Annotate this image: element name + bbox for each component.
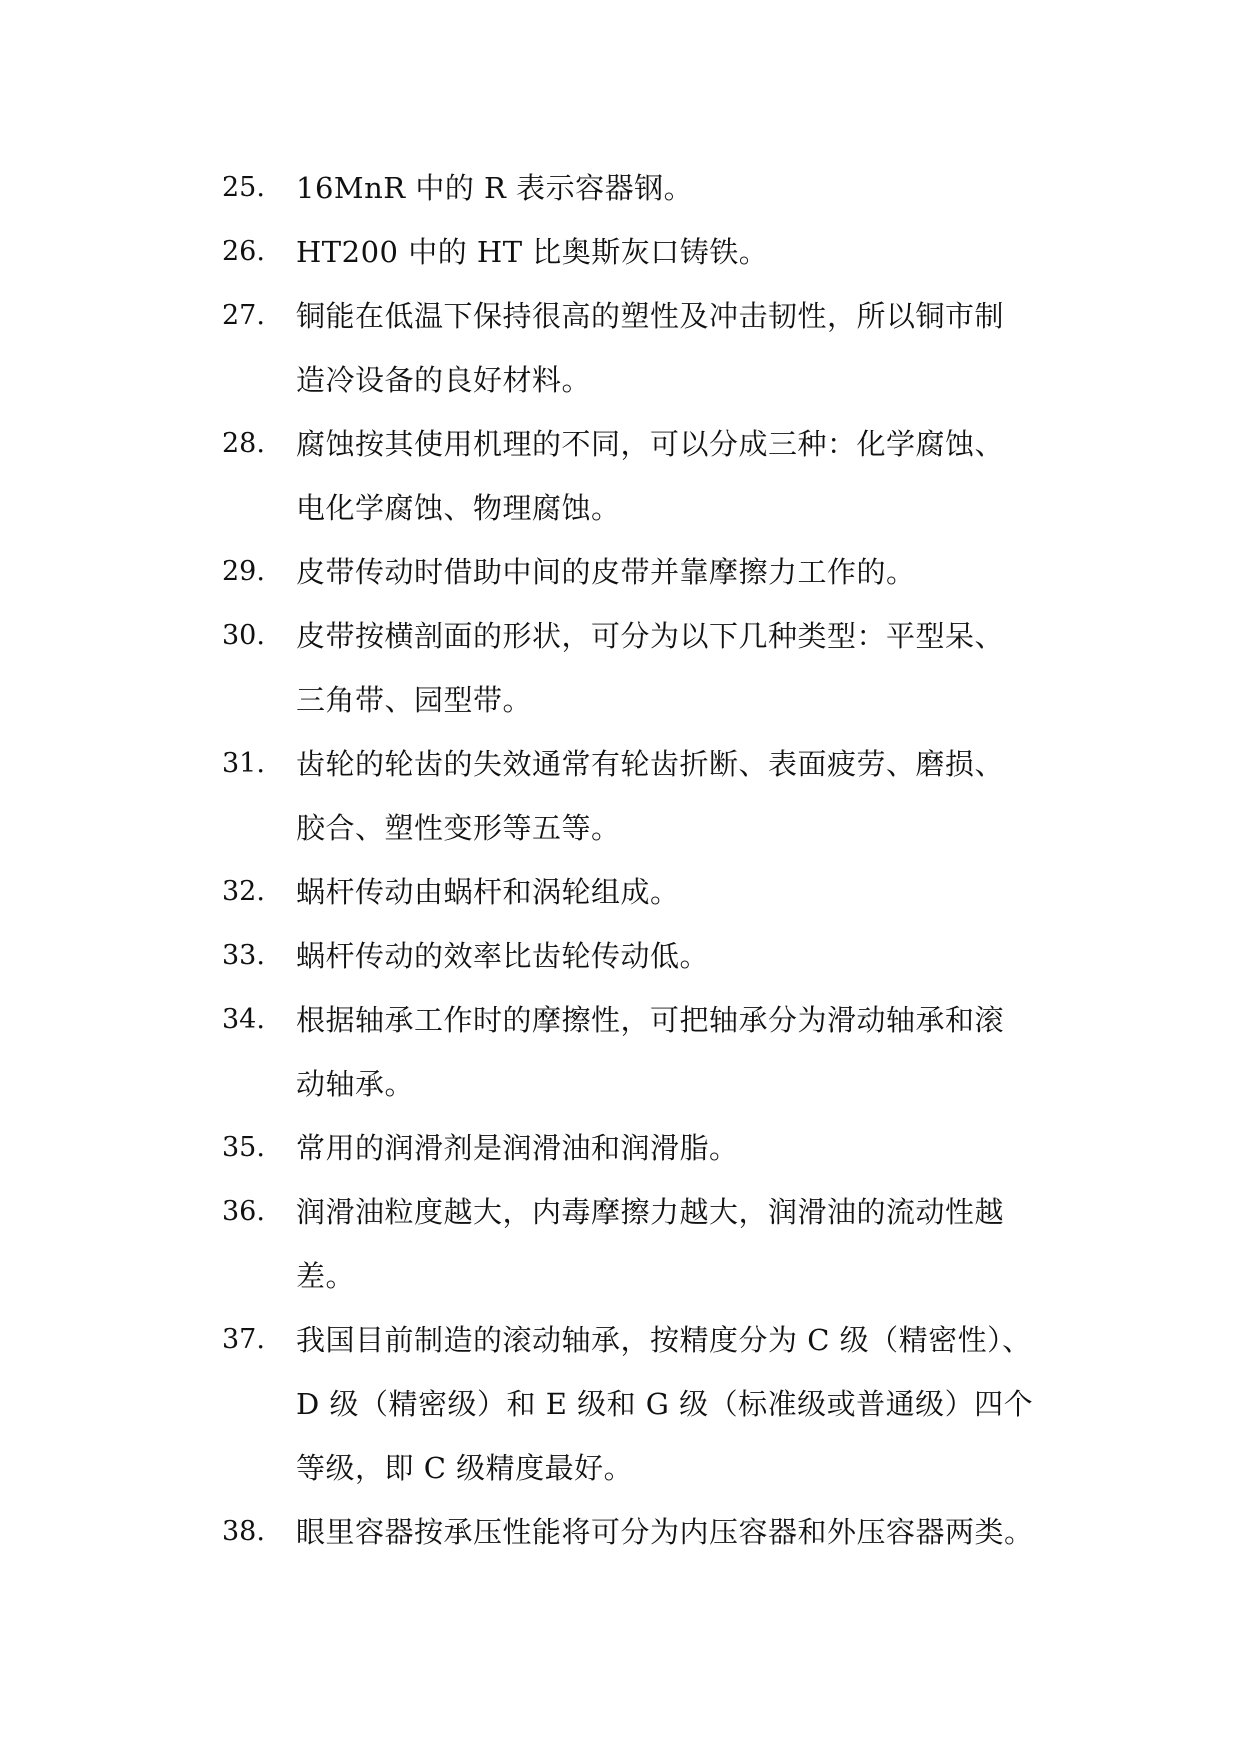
item-number: 30. [222,620,265,651]
list-item [222,1500,1082,1564]
list-item [222,860,1082,924]
list-item [222,1180,1082,1308]
list-item [222,732,1082,860]
list-item [222,540,1082,604]
item-number: 28. [222,428,265,459]
list-item [222,924,1082,988]
item-text: 根据轴承工作时的摩擦性，可把轴承分为滑动轴承和滚 动轴承。 [296,1003,1005,1101]
item-number: 34. [222,1004,265,1035]
item-text: 铜能在低温下保持很高的塑性及冲击韧性，所以铜市制 造冷设备的良好材料。 [296,299,1005,397]
item-text: 皮带按横剖面的形状，可分为以下几种类型：平型呆、 三角带、园型带。 [296,619,1005,717]
list-item [222,412,1082,540]
item-text: 齿轮的轮齿的失效通常有轮齿折断、表面疲劳、磨损、 胶合、塑性变形等五等。 [296,747,1005,845]
list-item [222,1116,1082,1180]
item-number: 32. [222,876,265,907]
list-item [222,284,1082,412]
item-number: 27. [222,300,265,331]
item-text: 蜗杆传动由蜗杆和涡轮组成。 [296,875,680,909]
item-number: 29. [222,556,265,587]
item-number: 26. [222,236,265,267]
item-number: 35. [222,1132,265,1163]
item-number: 33. [222,940,265,971]
item-text: 皮带传动时借助中间的皮带并靠摩擦力工作的。 [296,555,916,589]
list-item [222,604,1082,732]
item-number: 37. [222,1324,265,1355]
item-number: 31. [222,748,265,779]
item-text: 蜗杆传动的效率比齿轮传动低。 [296,939,710,973]
item-number: 25. [222,172,265,203]
list-item [222,988,1082,1116]
item-text: 腐蚀按其使用机理的不同，可以分成三种：化学腐蚀、 电化学腐蚀、物理腐蚀。 [296,427,1005,525]
item-text: 润滑油粒度越大，内毒摩擦力越大，润滑油的流动性越 差。 [296,1195,1005,1293]
item-text: HT200 中的 HT 比奥斯灰口铸铁。 [296,235,769,269]
item-text: 常用的润滑剂是润滑油和润滑脂。 [296,1131,739,1165]
item-text: 我国目前制造的滚动轴承，按精度分为 C 级（精密性）、 D 级（精密级）和 E 级和 G 级（标准级或普通级）四个 等级，即 C 级精度最好。 [296,1323,1034,1485]
numbered-list [222,156,1082,1564]
list-item [222,156,1082,220]
list-item [222,220,1082,284]
item-number: 36. [222,1196,265,1227]
list-item [222,1308,1082,1500]
item-text: 16MnR 中的 R 表示容器钢。 [296,171,694,205]
item-text: 眼里容器按承压性能将可分为内压容器和外压容器两类。 [296,1515,1034,1549]
item-number: 38. [222,1516,265,1547]
